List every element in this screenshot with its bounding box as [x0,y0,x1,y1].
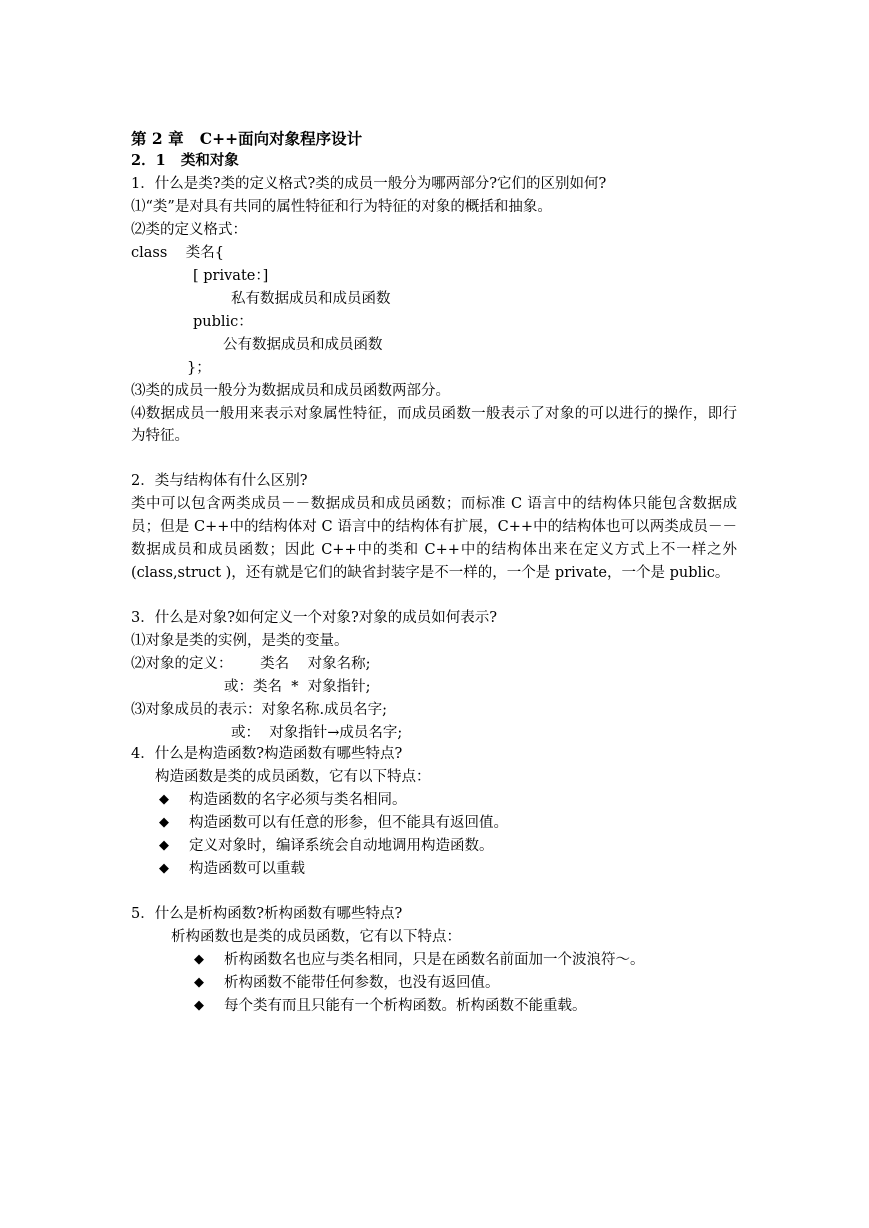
bullet-icon: ◆ [159,792,169,807]
chapter-title: 第 2 章 C++面向对象程序设计 [131,129,363,148]
answer-1-4: ⑷数据成员一般用来表示对象属性特征，而成员函数一般表示了对象的可以进行的操作，即行为特征。 [131,406,737,444]
question-5: 5．什么是析构函数?析构函数有哪些特点? [131,906,403,922]
bullet-icon: ◆ [159,815,169,830]
list-item: 构造函数的名字必须与类名相同。 [189,792,407,808]
bullet-icon: ◆ [194,998,204,1013]
code-private-members: 私有数据成员和成员函数 [231,291,391,307]
code-end-line: }； [187,360,211,376]
answer-4-intro: 构造函数是类的成员函数，它有以下特点： [155,769,431,785]
list-item: 构造函数可以重载 [189,861,305,877]
answer-3-3: ⑶对象成员的表示：对象名称.成员名字; [131,702,387,718]
answer-2: 类中可以包含两类成员－－数据成员和成员函数；而标准 C 语言中的结构体只能包含数据成员；但是 C++中的结构体对 C 语言中的结构体有扩展，C++中的结构体也可以两类成员－－数据成员和成员函数；因此 C++中的类和 C++中的结构体出来在定义方式上不一样之外(class,struct )，还有就是它们的缺省封装字是不一样的，一个是 private，一个是 public。 [131,496,737,581]
code-public-members: 公有数据成员和成员函数 [223,337,383,353]
list-item: 析构函数名也应与类名相同，只是在函数名前面加一个波浪符～。 [224,952,645,968]
answer-3-1: ⑴对象是类的实例，是类的变量。 [131,633,349,649]
answer-1-2: ⑵类的定义格式： [131,222,247,238]
bullet-icon: ◆ [194,952,204,967]
question-1: 1．什么是类?类的定义格式?类的成员一般分为哪两部分?它们的区别如何? [131,176,607,192]
answer-1-3: ⑶类的成员一般分为数据成员和成员函数两部分。 [131,383,450,399]
bullet-icon: ◆ [159,861,169,876]
bullet-icon: ◆ [159,838,169,853]
list-item: 构造函数可以有任意的形参，但不能具有返回值。 [189,815,508,831]
section-title: 2．1 类和对象 [131,152,239,169]
list-item: 定义对象时，编译系统会自动地调用构造函数。 [189,838,494,854]
answer-3-2: ⑵对象的定义： 类名 对象名称; [131,656,371,672]
list-item: 析构函数不能带任何参数，也没有返回值。 [224,975,500,991]
question-4: 4．什么是构造函数?构造函数有哪些特点? [131,746,403,762]
answer-5-intro: 析构函数也是类的成员函数，它有以下特点： [171,929,461,945]
code-class-line: class 类名{ [131,245,224,261]
answer-1-1: ⑴“类”是对具有共同的属性特征和行为特征的对象的概括和抽象。 [131,199,552,215]
code-public-line: public： [193,314,253,330]
answer-3-3-alt: 或： 对象指针→成员名字; [231,725,403,741]
bullet-icon: ◆ [194,975,204,990]
code-private-line: [ private：] [193,268,269,284]
question-3: 3．什么是对象?如何定义一个对象?对象的成员如何表示? [131,610,498,626]
answer-3-2-alt: 或：类名 * 对象指针; [224,679,371,695]
list-item: 每个类有而且只能有一个析构函数。析构函数不能重载。 [224,998,587,1014]
question-2: 2．类与结构体有什么区别? [131,473,308,489]
